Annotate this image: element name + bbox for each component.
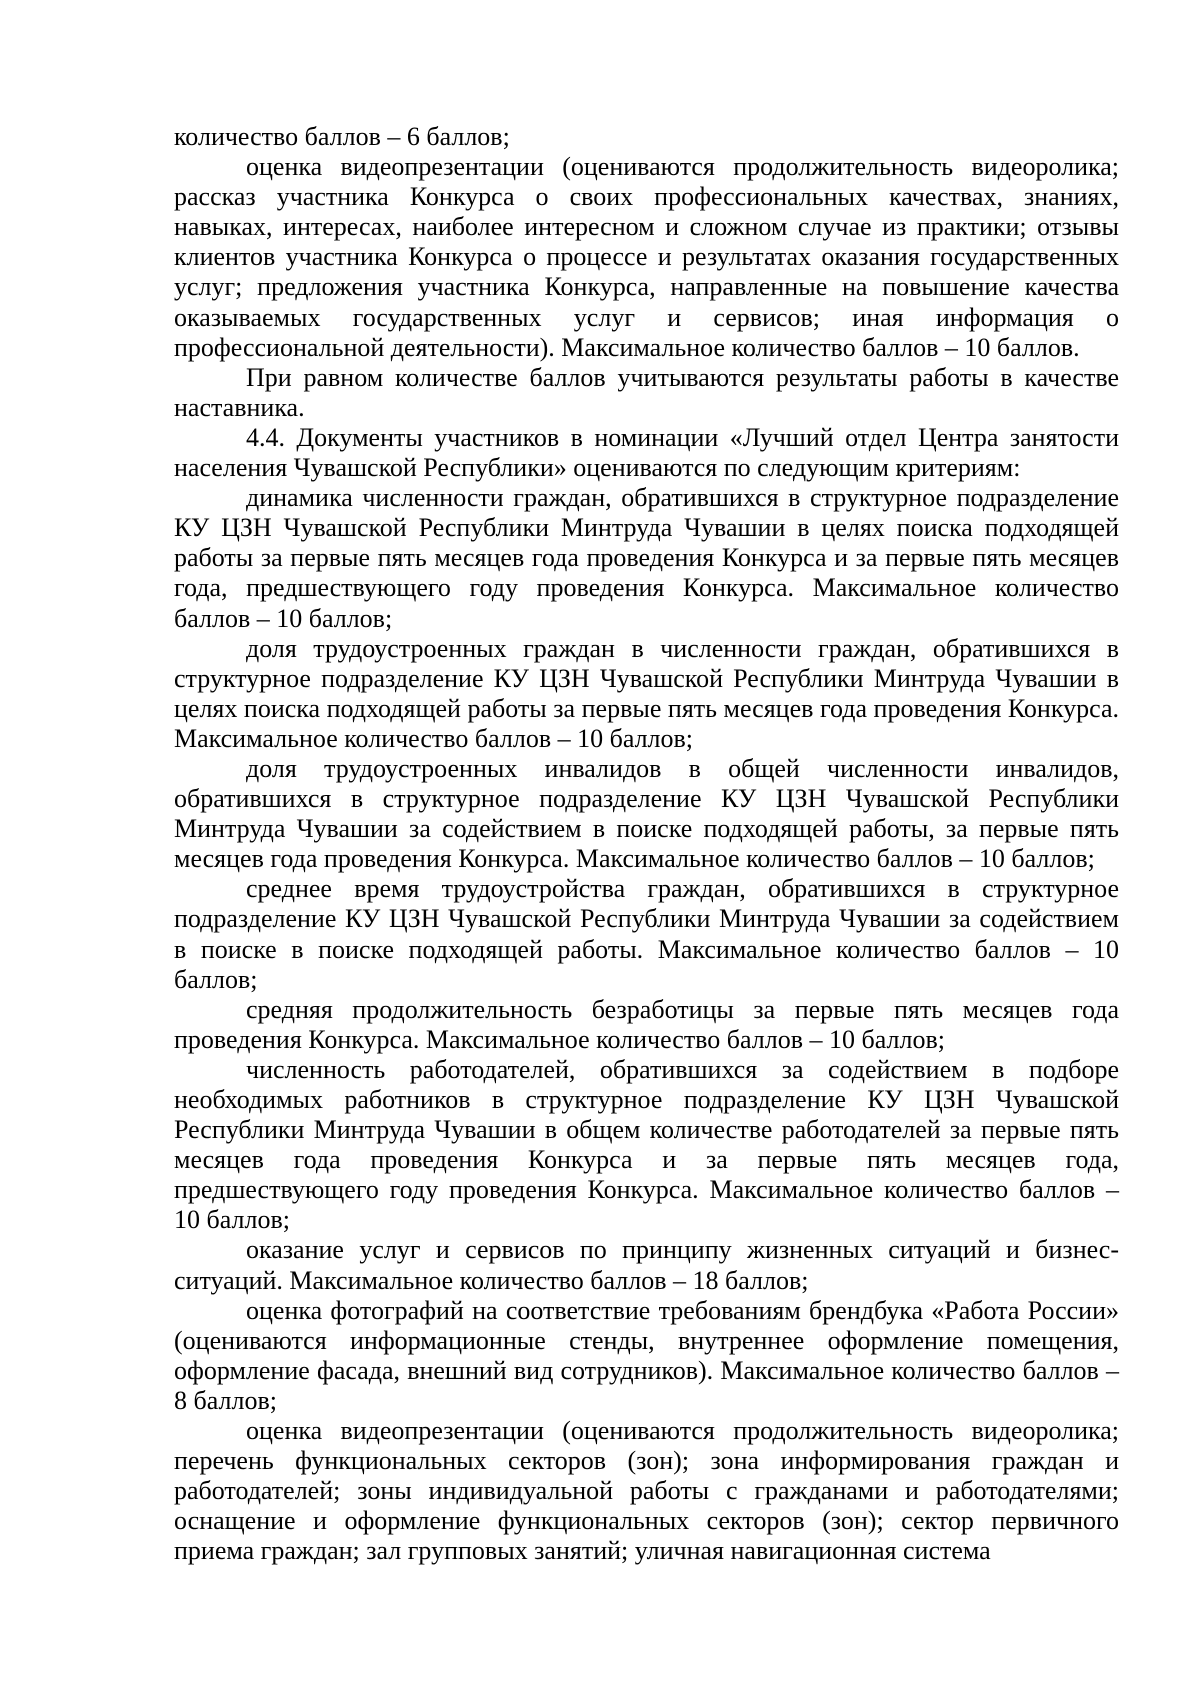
paragraph-criterion-unemployment-duration: средняя продолжительность безработицы за первые пять месяцев года проведения Конкурса. Максимальное количество баллов – 10 баллов; (174, 994, 1119, 1054)
paragraph-criterion-employed-share: доля трудоустроенных граждан в численности граждан, обратившихся в структурное подразделение КУ ЦЗН Чувашской Республики Минтруда Чувашии в целях поиска подходящей работы за первые пять месяцев года проведения Конкурса. Максимальное количество баллов – 10 баллов; (174, 633, 1119, 753)
paragraph-criterion-average-employment-time: среднее время трудоустройства граждан, обратившихся в структурное подразделение КУ ЦЗН Чувашской Республики Минтруда Чувашии за содействием в поиске в поиске подходящей работы. Максимальное количество баллов – 10 баллов; (174, 874, 1119, 994)
paragraph-criterion-brandbook-photos: оценка фотографий на соответствие требованиям брендбука «Работа России» (оцениваются информационные стенды, внутреннее оформление помещения, оформление фасада, внешний вид сотрудников). Максимальное количество баллов – 8 баллов; (174, 1295, 1119, 1415)
paragraph-criterion-disabled-employed-share: доля трудоустроенных инвалидов в общей численности инвалидов, обратившихся в структурное подразделение КУ ЦЗН Чувашской Республики Минтруда Чувашии за содействием в поиске подходящей работы, за первые пять месяцев года проведения Конкурса. Максимальное количество баллов – 10 баллов; (174, 753, 1119, 874)
document-body (174, 122, 1119, 1567)
paragraph-criterion-citizen-dynamics: динамика численности граждан, обратившихся в структурное подразделение КУ ЦЗН Чувашской Республики Минтруда Чувашии в целях поиска подходящей работы за первые пять месяцев года проведения Конкурса и за первые пять месяцев года, предшествующего году проведения Конкурса. Максимальное количество баллов – 10 баллов; (174, 483, 1119, 633)
paragraph-score-continuation: количество баллов – 6 баллов; (174, 122, 510, 151)
paragraph-criterion-video-presentation-department: оценка видеопрезентации (оцениваются продолжительность видеоролика; перечень функциональных секторов (зон); зона информирования граждан и работодателей; зоны индивидуальной работы с гражданами и работодателями; оснащение и оформление функциональных секторов (зон); сектор первичного приема граждан; зал групповых занятий; уличная навигационная система (174, 1416, 1119, 1566)
paragraph-criterion-employers-count: численность работодателей, обратившихся за содействием в подборе необходимых работников в структурное подразделение КУ ЦЗН Чувашской Республики Минтруда Чувашии в общем количестве работодателей за первые пять месяцев года проведения Конкурса и за первые пять месяцев года, предшествующего году проведения Конкурса. Максимальное количество баллов – 10 баллов; (174, 1054, 1119, 1235)
paragraph-section-4-4: 4.4. Документы участников в номинации «Лучший отдел Центра занятости населения Чувашской Республики» оцениваются по следующим критериям: (174, 422, 1119, 483)
paragraph-video-presentation-participant: оценка видеопрезентации (оцениваются продолжительность видеоролика; рассказ участника Конкурса о своих профессиональных качествах, знаниях, навыках, интересах, наиболее интересном и сложном случае из практики; отзывы клиентов участника Конкурса о процессе и результатах оказания государственных услуг; предложения участника Конкурса, направленные на повышение качества оказываемых государственных услуг и сервисов; иная информация о профессиональной деятельности). Максимальное количество баллов – 10 баллов. (174, 152, 1119, 362)
paragraph-criterion-life-situations: оказание услуг и сервисов по принципу жизненных ситуаций и бизнес-ситуаций. Максимальное количество баллов – 18 баллов; (174, 1235, 1119, 1295)
paragraph-tie-break-rule: При равном количестве баллов учитываются результаты работы в качестве наставника. (174, 362, 1119, 422)
